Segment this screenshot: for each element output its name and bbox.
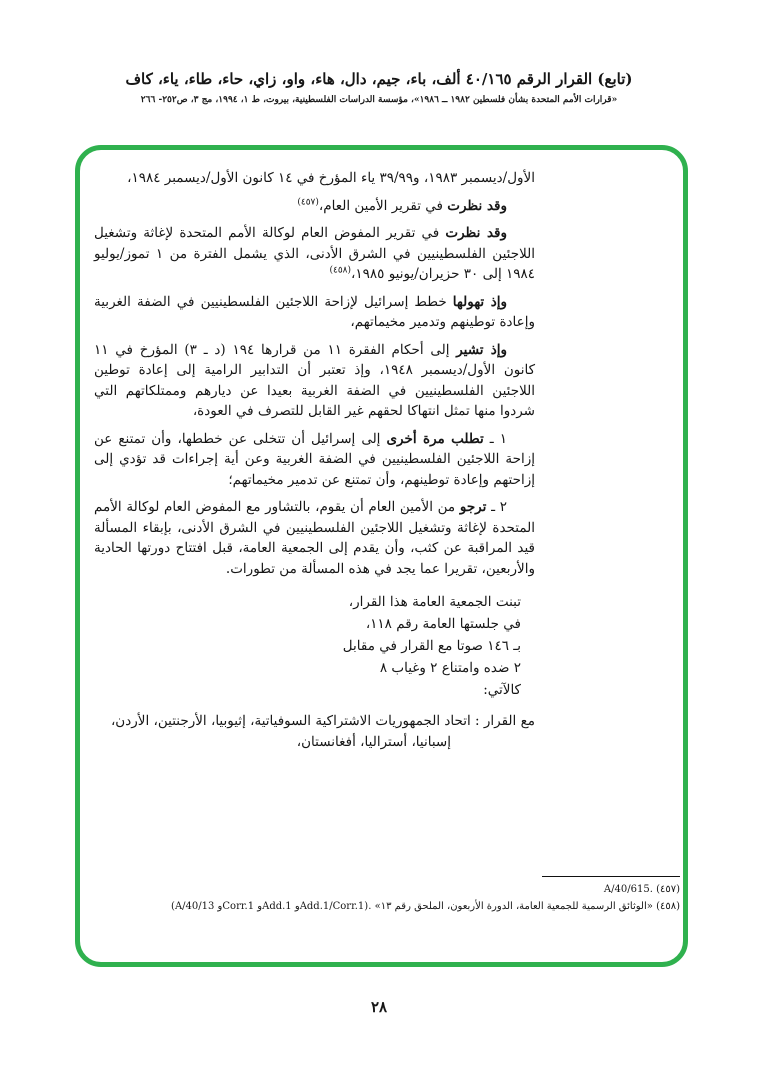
vote-label: مع القرار :	[475, 713, 535, 729]
paragraph	[94, 223, 535, 285]
vote-record	[94, 711, 535, 752]
adoption-line: بـ ١٤٦ صوتا مع القرار في مقابل	[342, 638, 521, 654]
footnote-text: «الوثائق الرسمية للجمعية العامة، الدورة الأربعون، الملحق رقم ١٣»	[374, 901, 653, 912]
page-header	[0, 70, 758, 105]
paragraph	[94, 340, 535, 422]
footnotes-section	[95, 876, 680, 916]
footnote-number: (٤٥٧)	[656, 884, 680, 895]
paragraph-text: خطط إسرائيل لإزاحة اللاجئين الفلسطينيين في الضفة الغربية وإعادة توطينهم وتدمير مخيماتهم،	[94, 293, 535, 330]
paragraph-lead: وإذ تهولها	[452, 293, 507, 310]
footnote-marker: (٤٥٨)	[329, 265, 352, 276]
footnote-document-symbol: A/40/615.	[603, 884, 653, 895]
paragraph-text: في تقرير الأمين العام،	[318, 197, 448, 214]
paragraph-number: ٢ ـ	[486, 499, 507, 515]
source-citation: «قرارات الأمم المتحدة بشأن فلسطين ١٩٨٢ ــ ١٩٨٦»، مؤسسة الدراسات الفلسطينية، بيروت، ط ١، ١٩٩٤، مج ٣، ص٢٥٢- ٢٦٦	[140, 95, 618, 105]
paragraph-lead: وإذ تشير	[456, 341, 507, 358]
paragraph	[94, 497, 535, 579]
adoption-line: تبنت الجمعية العامة هذا القرار،	[348, 594, 521, 610]
paragraph-text: من الأمين العام أن يقوم، بالتشاور مع المفوض العام لوكالة الأمم المتحدة لإغاثة وتشغيل اللاجئين الفلسطينيين في الشرق الأدنى، بإبقاء المسألة قيد المراقبة عن كثب، وأن يقدم إلى الجمعية العامة، قبل افتتاح دورتها الحادية والأربعين، تقريرا عما يجد في هذه المسألة من تطورات.	[94, 499, 535, 577]
adoption-line: ٢ ضده وامتناع ٢ وغياب ٨	[379, 660, 521, 676]
adoption-record	[94, 591, 521, 701]
resolution-title: (تابع) القرار الرقم ٤٠/١٦٥ ألف، باء، جيم، دال، هاء، واو، زاي، حاء، طاء، ياء، كاف	[125, 70, 633, 88]
paragraph-text: الأول/ديسمبر ١٩٨٣، و٣٩/٩٩ ياء المؤرخ في ١٤ كانون الأول/ديسمبر ١٩٨٤،	[127, 170, 535, 186]
paragraph	[94, 168, 535, 189]
paragraph-lead: وقد نظرت	[447, 197, 507, 214]
paragraph-lead: تطلب مرة أخرى	[386, 430, 484, 447]
paragraph	[94, 429, 535, 491]
paragraph	[94, 196, 535, 217]
paragraph-lead: وقد نظرت	[445, 225, 508, 241]
resolution-body	[94, 168, 535, 752]
footnote-number: (٤٥٨)	[656, 901, 680, 912]
adoption-line: في جلستها العامة رقم ١١٨،	[365, 616, 521, 632]
footnote-document-symbol: (A/40/13 وCorr.1 وAdd.1 وAdd.1/Corr.1).	[171, 901, 372, 912]
paragraph-text: إلى أحكام الفقرة ١١ من قرارها ١٩٤ (د ـ ٣) المؤرخ في ١١ كانون الأول/ديسمبر ١٩٤٨، وإذ تعتبر أن التدابير الرامية إلى إعادة توطين اللاجئين الفلسطينيين في الضفة الغربية بعيدا عن ديارهم وممتلكاتهم التي شردوا منها تمثل انتهاكا لحقهم غير القابل للتصرف في العودة،	[94, 341, 536, 419]
footnote	[95, 882, 680, 897]
adoption-line: كالآتي:	[483, 682, 521, 698]
paragraph-text: إلى إسرائيل أن تتخلى عن خططها، وأن تمتنع عن إزاحة اللاجئين الفلسطينيين في الضفة الغربية وعن أية إجراءات قد تؤدي إلى إزاحتهم وإعادة توطينهم، وأن تمتنع عن تدمير مخيماتهم؛	[94, 430, 535, 488]
footnote-separator-rule	[542, 876, 680, 877]
footnote-marker: (٤٥٧)	[297, 197, 319, 207]
paragraph-text: في تقرير المفوض العام لوكالة الأمم المتحدة لإغاثة وتشغيل اللاجئين الفلسطينيين في الشرق الأدنى، الذي يشمل الفترة من ١ تموز/يوليو ١٩٨٤ إلى ٣٠ حزيران/يونيو ١٩٨٥،	[94, 225, 535, 282]
page-number: ٢٨	[370, 998, 388, 1016]
paragraph-lead: ترجو	[459, 499, 487, 515]
footnote	[95, 899, 680, 914]
paragraph	[94, 292, 535, 333]
vote-countries: اتحاد الجمهوريات الاشتراكية السوفياتية، إثيوبيا، الأرجنتين، الأردن، إسبانيا، أستراليا، أفغانستان،	[110, 713, 471, 750]
paragraph-number: ١ ـ	[483, 430, 507, 447]
